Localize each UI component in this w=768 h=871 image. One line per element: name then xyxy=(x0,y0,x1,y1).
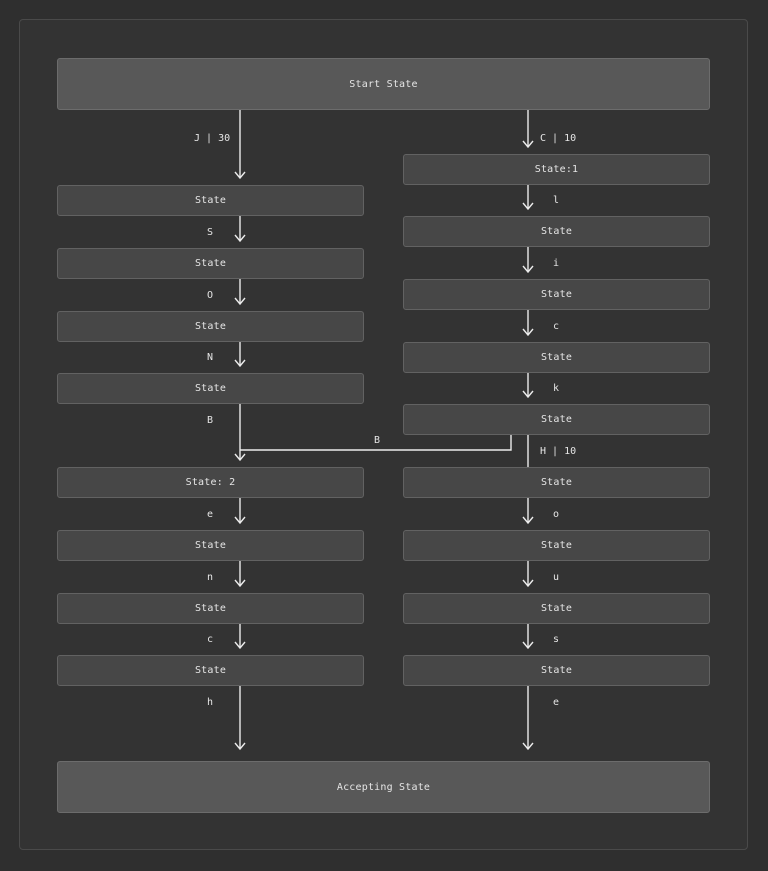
right-state-1-node: State:1 xyxy=(403,154,710,185)
right-state-node-7: State xyxy=(403,530,710,561)
edge-label-cross: B xyxy=(374,435,381,446)
right-state-node-3: State xyxy=(403,279,710,310)
edge-label-left-2: O xyxy=(207,290,214,301)
edge-label-right-8: s xyxy=(553,634,560,645)
left-state-node-3: State xyxy=(57,311,364,342)
edge-label-right-3: c xyxy=(553,321,560,332)
edge-label-right-7: u xyxy=(553,572,560,583)
edge-label-start-left: J | 30 xyxy=(194,133,231,144)
edge-label-right-9: e xyxy=(553,697,560,708)
edge-label-left-1: S xyxy=(207,227,214,238)
edge-label-start-right: C | 10 xyxy=(540,133,577,144)
edge-label-right-2: i xyxy=(553,258,560,269)
right-state-node-9: State xyxy=(403,655,710,686)
edge-label-right-5: H | 10 xyxy=(540,446,577,457)
left-state-node-7: State xyxy=(57,593,364,624)
edge-label-left-5: e xyxy=(207,509,214,520)
accepting-state-node: Accepting State xyxy=(57,761,710,813)
right-state-node-8: State xyxy=(403,593,710,624)
start-state-node: Start State xyxy=(57,58,710,110)
left-state-2-node: State: 2 xyxy=(57,467,364,498)
edge-label-left-4: B xyxy=(207,415,214,426)
edge-label-left-3: N xyxy=(207,352,214,363)
right-state-node-2: State xyxy=(403,216,710,247)
left-state-node-2: State xyxy=(57,248,364,279)
edge-label-left-6: n xyxy=(207,572,214,583)
right-state-node-4: State xyxy=(403,342,710,373)
left-state-node-4: State xyxy=(57,373,364,404)
edge-label-right-1: l xyxy=(553,195,560,206)
right-state-node-5: State xyxy=(403,404,710,435)
right-state-node-6: State xyxy=(403,467,710,498)
edge-label-left-7: c xyxy=(207,634,214,645)
left-state-node-6: State xyxy=(57,530,364,561)
edge-label-left-8: h xyxy=(207,697,214,708)
left-state-node-1: State xyxy=(57,185,364,216)
left-state-node-8: State xyxy=(57,655,364,686)
edge-label-right-6: o xyxy=(553,509,560,520)
edge-label-right-4: k xyxy=(553,383,560,394)
